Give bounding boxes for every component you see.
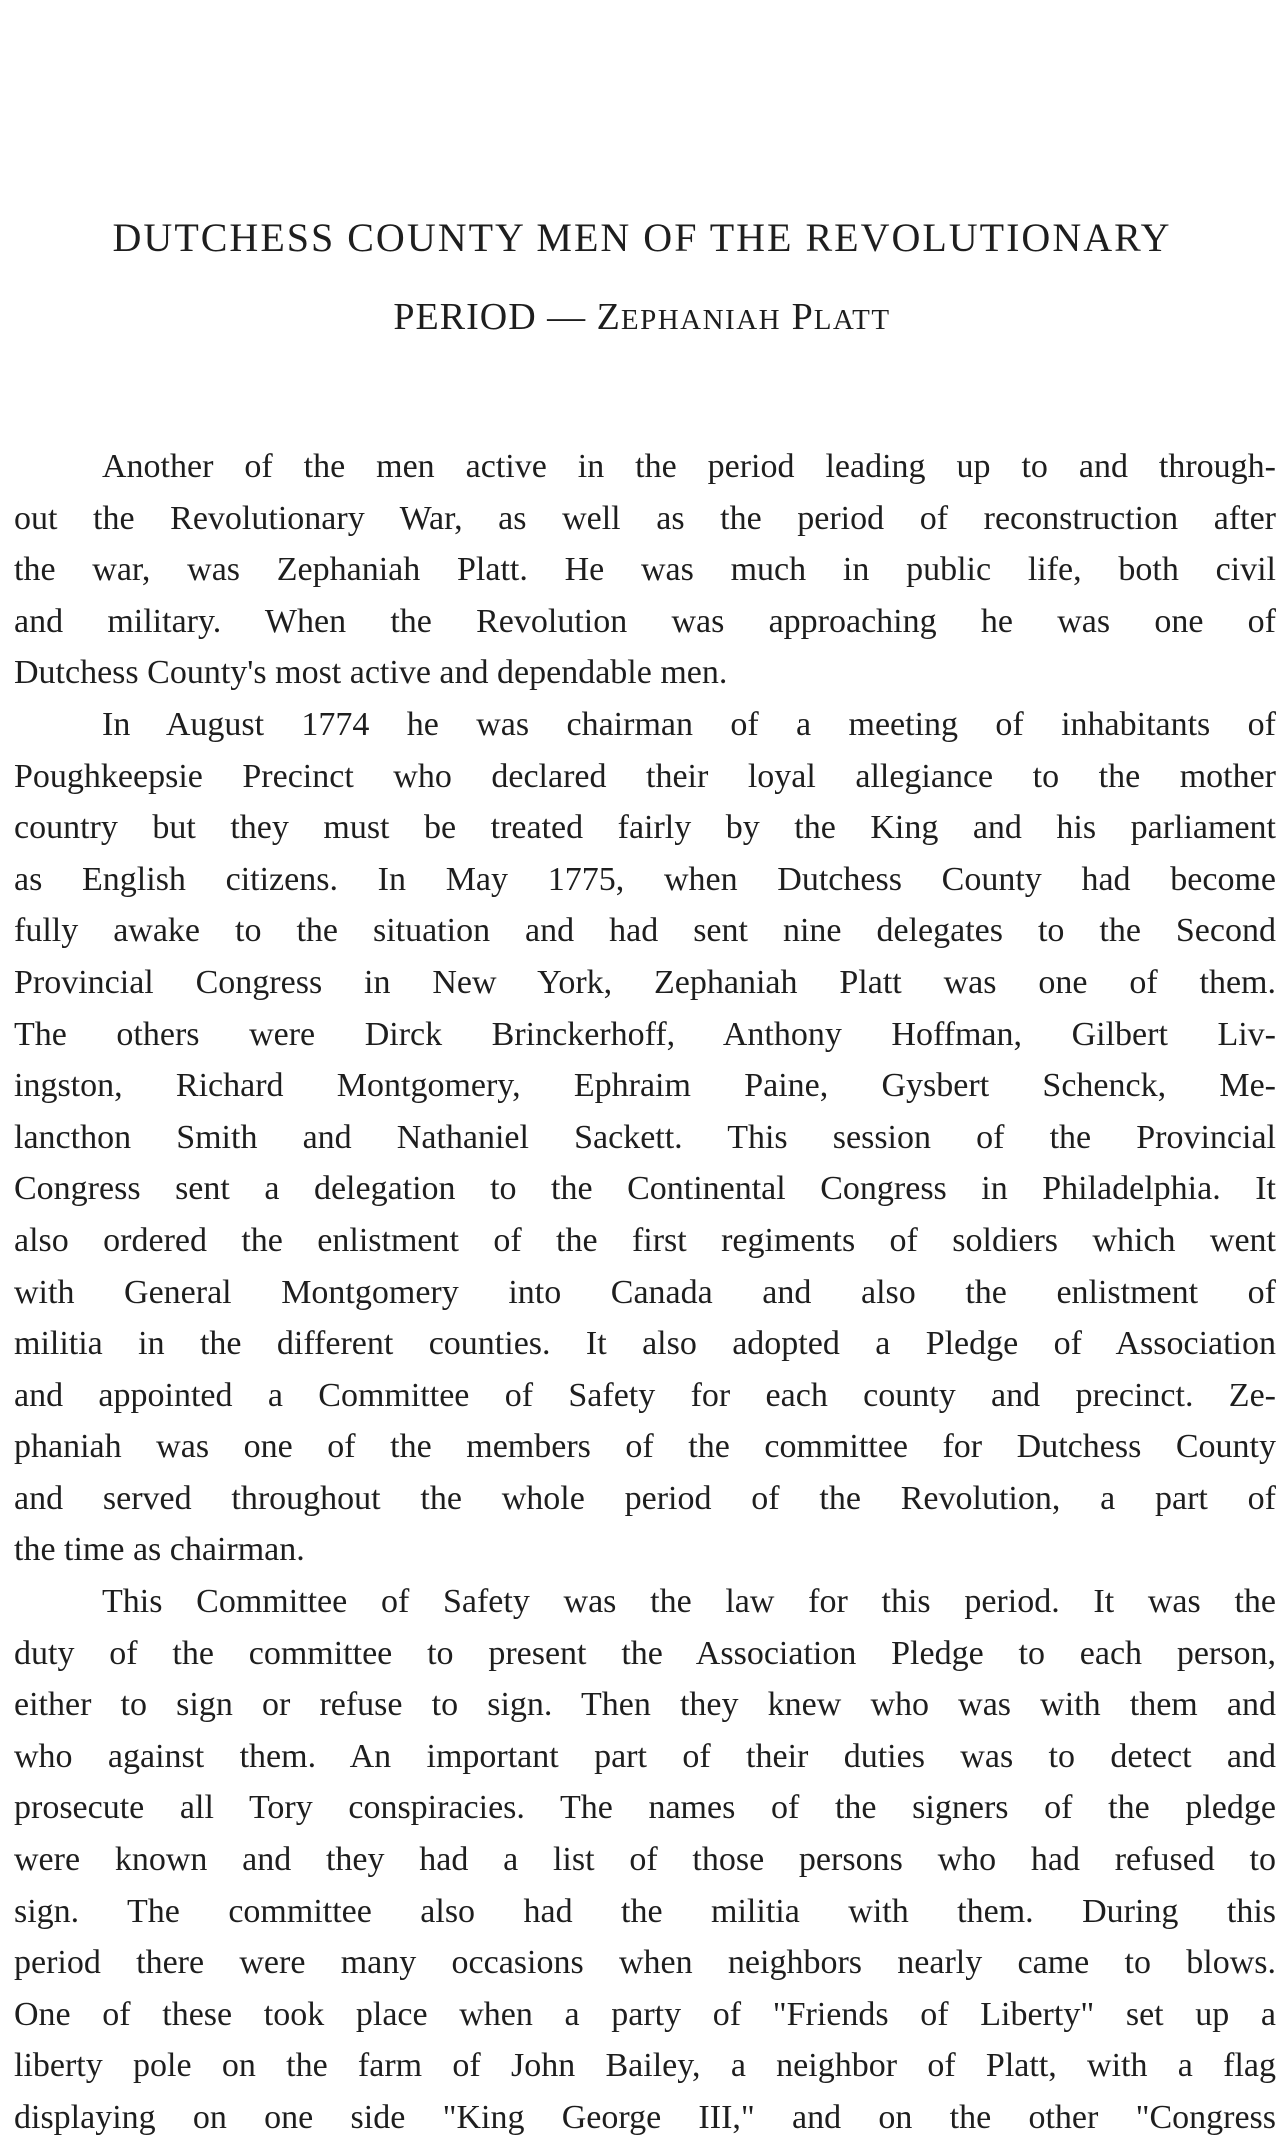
chapter-title-line-2	[0, 298, 1284, 336]
text-line: duty of the committee to present the Association Pledge to each person,	[14, 1634, 1276, 1672]
text-line: the time as chairman.	[14, 1531, 305, 1569]
text-line: and served throughout the whole period of the Revolution, a part of	[14, 1479, 1276, 1517]
text-line: militia in the different counties. It also adopted a Pledge of Association	[14, 1325, 1276, 1363]
text-line: out the Revolutionary War, as well as the period of reconstruction after	[14, 499, 1276, 537]
text-line: the war, was Zephaniah Platt. He was much in public life, both civil	[14, 551, 1276, 589]
title-name-rest-2: LATT	[813, 304, 891, 336]
text-line: fully awake to the situation and had sent nine delegates to the Second	[14, 912, 1276, 950]
text-line: either to sign or refuse to sign. Then they knew who was with them and	[14, 1686, 1276, 1724]
text-line: and military. When the Revolution was approaching he was one of	[14, 602, 1276, 640]
title-line-1-text: DUTCHESS COUNTY MEN OF THE REVOLUTIONARY	[112, 215, 1172, 260]
text-line: with General Montgomery into Canada and also the enlistment of	[14, 1273, 1276, 1311]
text-line: liberty pole on the farm of John Bailey, a neighbor of Platt, with a flag	[14, 2047, 1276, 2085]
text-line: ingston, Richard Montgomery, Ephraim Paine, Gysbert Schenck, Me-	[14, 1067, 1276, 1105]
body-text	[14, 441, 1276, 2144]
text-line: as English citizens. In May 1775, when Dutchess County had become	[14, 860, 1276, 898]
text-line: sign. The committee also had the militia with them. During this	[14, 1892, 1276, 1930]
text-line: phaniah was one of the members of the committee for Dutchess County	[14, 1428, 1276, 1466]
text-line: One of these took place when a party of "Friends of Liberty" set up a	[14, 1995, 1276, 2033]
text-line: Another of the men active in the period leading up to and through-	[102, 448, 1276, 485]
title-name-initial-1: Z	[596, 296, 621, 338]
text-line: Congress sent a delegation to the Continental Congress in Philadelphia. It	[14, 1170, 1276, 1208]
title-name-initial-2: P	[791, 296, 814, 338]
text-line: country but they must be treated fairly by the King and his parliament	[14, 809, 1276, 847]
chapter-title-line-1	[0, 215, 1284, 260]
text-line: displaying on one side "King George III," and on the other "Congress	[14, 2099, 1276, 2136]
text-line: were known and they had a list of those persons who had refused to	[14, 1841, 1276, 1879]
text-line: This Committee of Safety was the law for this period. It was the	[102, 1583, 1276, 1621]
text-line: and appointed a Committee of Safety for each county and precinct. Ze-	[14, 1376, 1276, 1414]
text-line: period there were many occasions when neighbors nearly came to blows.	[14, 1944, 1276, 1982]
title-name-rest-1: EPHANIAH	[620, 304, 782, 336]
text-line: also ordered the enlistment of the first regiments of soldiers which went	[14, 1221, 1276, 1259]
title-period-text: PERIOD —	[393, 296, 597, 338]
text-line: The others were Dirck Brinckerhoff, Anthony Hoffman, Gilbert Liv-	[14, 1015, 1276, 1053]
text-line: lancthon Smith and Nathaniel Sackett. This session of the Provincial	[14, 1118, 1276, 1156]
text-line: Provincial Congress in New York, Zephaniah Platt was one of them.	[14, 963, 1276, 1001]
text-line: prosecute all Tory conspiracies. The names of the signers of the pledge	[14, 1789, 1276, 1827]
text-line: Poughkeepsie Precinct who declared their loyal allegiance to the mother	[14, 757, 1276, 795]
text-line: In August 1774 he was chairman of a meeting of inhabitants of	[102, 705, 1276, 743]
text-line: Dutchess County's most active and dependable men.	[14, 654, 728, 692]
text-line: who against them. An important part of their duties was to detect and	[14, 1737, 1276, 1775]
